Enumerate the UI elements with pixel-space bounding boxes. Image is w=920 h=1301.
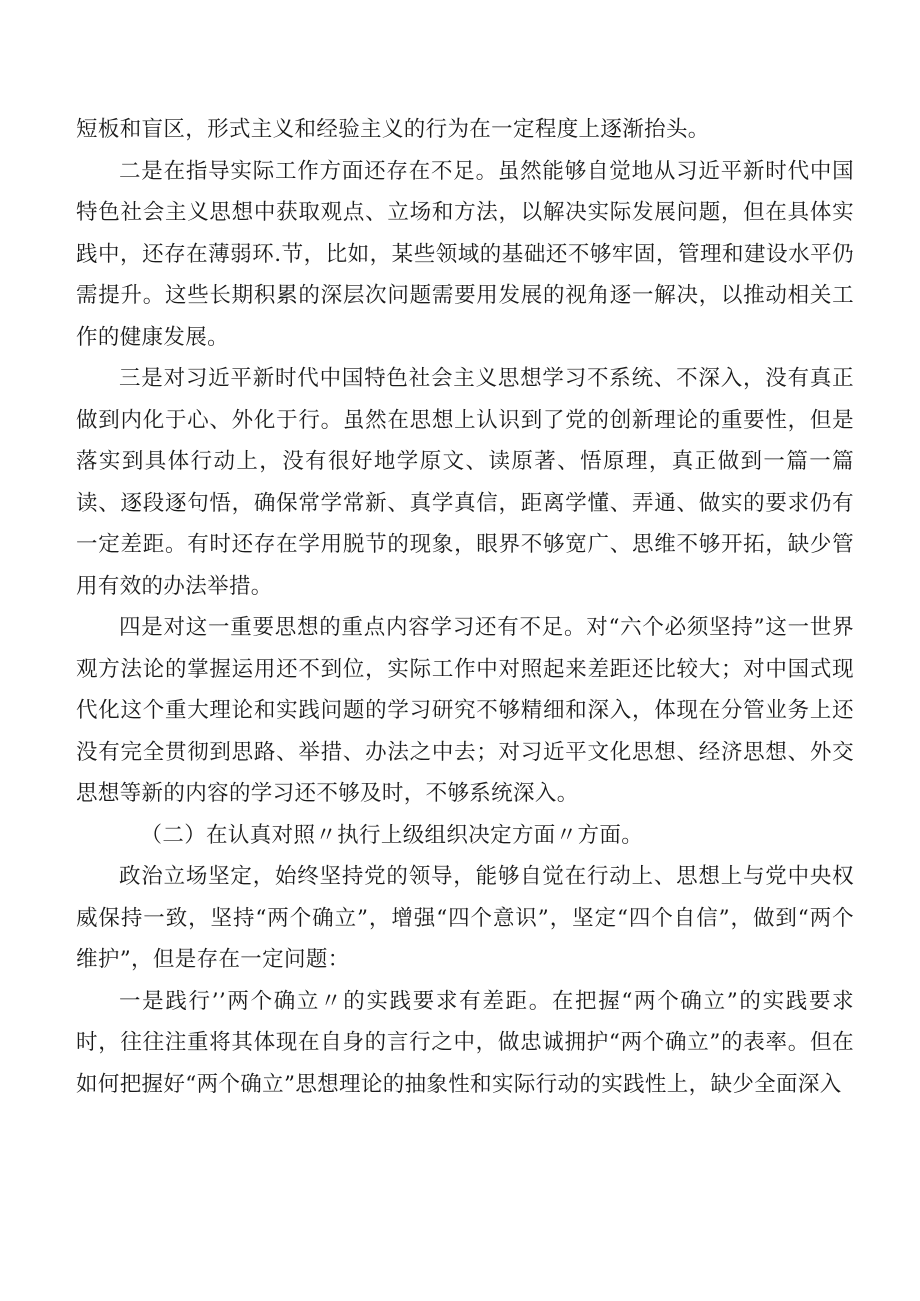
paragraph-point-three: 三是对习近平新时代中国特色社会主义思想学习不系统、不深入，没有真正做到内化于心、外化于行。虽然在思想上认识到了党的创新理论的重要性，但是落实到具体行动上，没有很好地学原文、读原著、悟原理，真正做到一篇一篇读、逐段逐句悟，确保常学常新、真学真信，距离学懂、弄通、做实的要求仍有一定差距。有时还存在学用脱节的现象，眼界不够宽广、思维不够开拓，缺少管用有效的办法举措。 [76, 366, 854, 599]
paragraph-point-two: 二是在指导实际工作方面还存在不足。虽然能够自觉地从习近平新时代中国特色社会主义思想中获取观点、立场和方法，以解决实际发展问题，但在具体实践中，还存在薄弱环.节，比如，某些领域的基础还不够牢固，管理和建设水平仍需提升。这些长期积累的深层次问题需要用发展的视角逐一解决，以推动相关工作的健康发展。 [76, 158, 854, 350]
paragraph-point-four: 四是对这一重要思想的重点内容学习还有不足。对“六个必须坚持”这一世界观方法论的掌握运用还不到位，实际工作中对照起来差距还比较大；对中国式现代化这个重大理论和实践问题的学习研究不够精细和深入，体现在分管业务上还没有完全贯彻到思路、举措、办法之中去；对习近平文化思想、经济思想、外交思想等新的内容的学习还不够及时，不够系统深入。 [76, 615, 854, 806]
paragraph-point-one: 一是践行’’两个确立〃的实践要求有差距。在把握“两个确立”的实践要求时，往往注重将其体现在自身的言行之中，做忠诚拥护“两个确立”的表率。但在如何把握好“两个确立”思想理论的抽象性和实际行动的实践性上，缺少全面深入 [76, 988, 854, 1097]
paragraph-political-stance: 政治立场坚定，始终坚持党的领导，能够自觉在行动上、思想上与党中央权威保持一致，坚持“两个确立”，增强“四个意识”，坚定“四个自信”，做到“两个维护”，但是存在一定问题： [76, 864, 854, 972]
paragraph-continuation: 短板和盲区，形式主义和经验主义的行为在一定程度上逐渐抬头。 [76, 117, 710, 142]
section-heading: （二）在认真对照〃执行上级组织决定方面〃方面。 [140, 822, 644, 848]
document-body [76, 109, 854, 1105]
